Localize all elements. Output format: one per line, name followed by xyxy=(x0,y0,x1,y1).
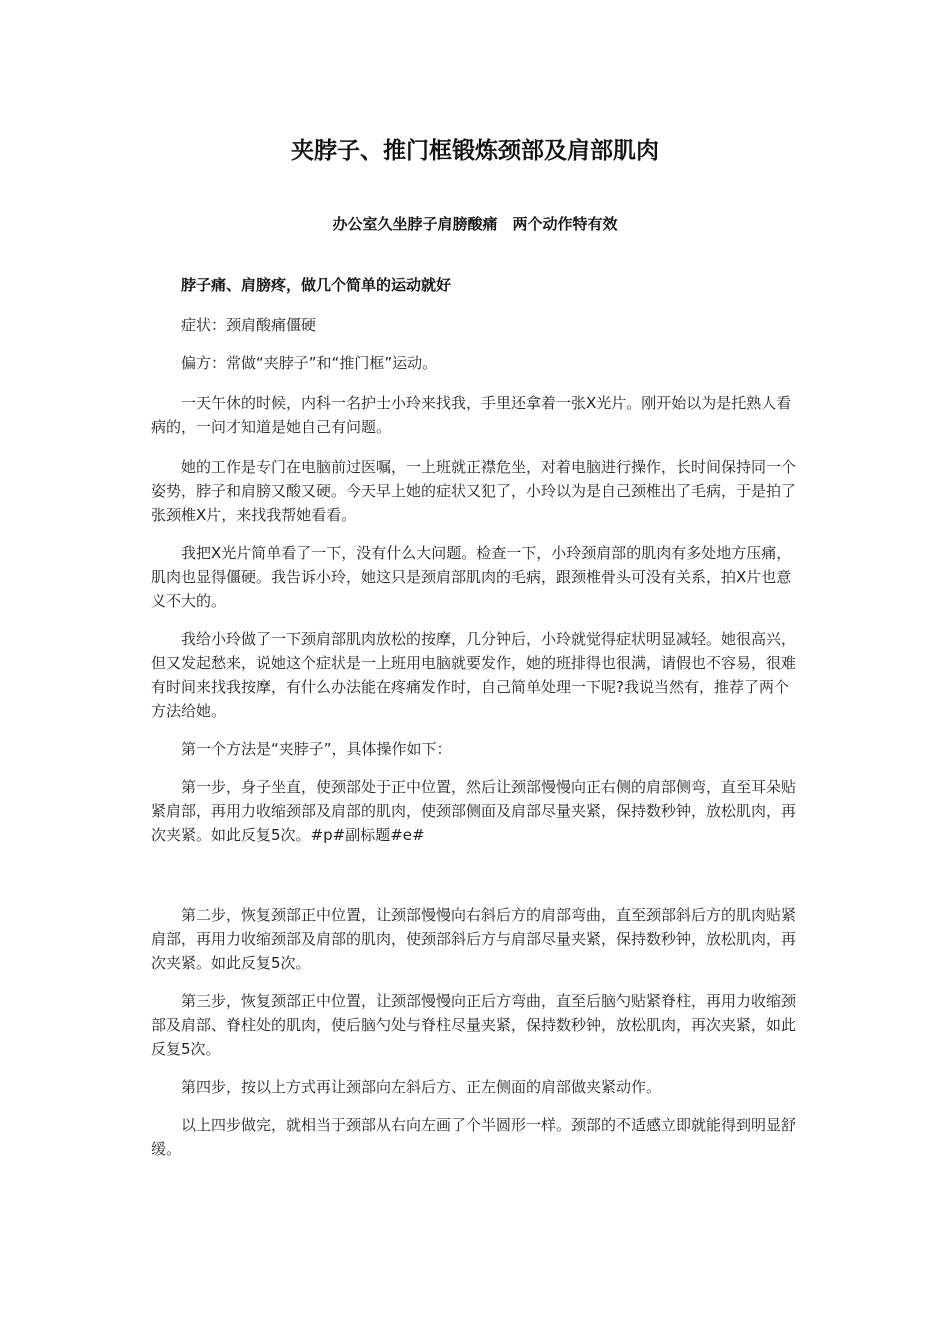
step-three-paragraph: 第三步，恢复颈部正中位置，让颈部慢慢向正后方弯曲，直至后脑勺贴紧脊柱，再用力收缩颈部及肩部、脊柱处的肌肉，使后脑勺处与脊柱尽量夹紧，保持数秒钟，放松肌肉，再次夹紧，如此反复5次。 xyxy=(151,992,797,1058)
remedy-paragraph: 偏方：常做“夹脖子”和“推门框”运动。 xyxy=(181,354,438,372)
body-paragraph: 她的工作是专门在电脑前过医嘱，一上班就正襟危坐，对着电脑进行操作，长时间保持同一个姿势，脖子和肩膀又酸又硬。今天早上她的症状又犯了，小玲以为是自己颈椎出了毛病，于是拍了张颈椎X片，来找我帮她看看。 xyxy=(151,458,797,524)
body-paragraph: 一天午休的时候，内科一名护士小玲来找我，手里还拿着一张X光片。刚开始以为是托熟人看病的，一问才知道是她自己有问题。 xyxy=(151,394,792,436)
document-title: 夹脖子、推门框锻炼颈部及肩部肌肉 xyxy=(291,138,659,164)
body-paragraph: 我把X光片简单看了一下，没有什么大问题。检查一下，小玲颈肩部的肌肉有多处地方压痛，肌肉也显得僵硬。我告诉小玲，她这只是颈肩部肌肉的毛病，跟颈椎骨头可没有关系，拍X片也意义不大的。 xyxy=(151,544,792,610)
step-one-paragraph: 第一步，身子坐直，使颈部处于正中位置，然后让颈部慢慢向正右侧的肩部侧弯，直至耳朵贴紧肩部，再用力收缩颈部及肩部的肌肉，使颈部侧面及肩部尽量夹紧，保持数秒钟，放松肌肉，再次夹紧。如此反复5次。#p#副标题#e# xyxy=(151,778,797,844)
symptom-paragraph: 症状：颈肩酸痛僵硬 xyxy=(181,316,317,334)
step-two-paragraph: 第二步，恢复颈部正中位置，让颈部慢慢向右斜后方的肩部弯曲，直至颈部斜后方的肌肉贴紧肩部，再用力收缩颈部及肩部的肌肉，使颈部斜后方与肩部尽量夹紧，保持数秒钟，放松肌肉，再次夹紧。如此反复5次。 xyxy=(151,906,797,972)
method-intro-paragraph: 第一个方法是“夹脖子”，具体操作如下： xyxy=(181,740,452,758)
section-heading: 脖子痛、肩膀疼，做几个简单的运动就好 xyxy=(181,276,452,294)
step-four-paragraph: 第四步，按以上方式再让颈部向左斜后方、正左侧面的肩部做夹紧动作。 xyxy=(181,1078,662,1096)
conclusion-paragraph: 以上四步做完，就相当于颈部从右向左画了个半圆形一样。颈部的不适感立即就能得到明显舒缓。 xyxy=(151,1116,797,1158)
document-subtitle: 办公室久坐脖子肩膀酸痛 两个动作特有效 xyxy=(332,215,618,233)
body-paragraph: 我给小玲做了一下颈肩部肌肉放松的按摩，几分钟后，小玲就觉得症状明显减轻。她很高兴，但又发起愁来，说她这个症状是一上班用电脑就要发作，她的班排得也很满，请假也不容易，很难有时间来找我按摩，有什么办法能在疼痛发作时，自己简单处理一下呢?我说当然有，推荐了两个方法给她。 xyxy=(151,630,797,720)
